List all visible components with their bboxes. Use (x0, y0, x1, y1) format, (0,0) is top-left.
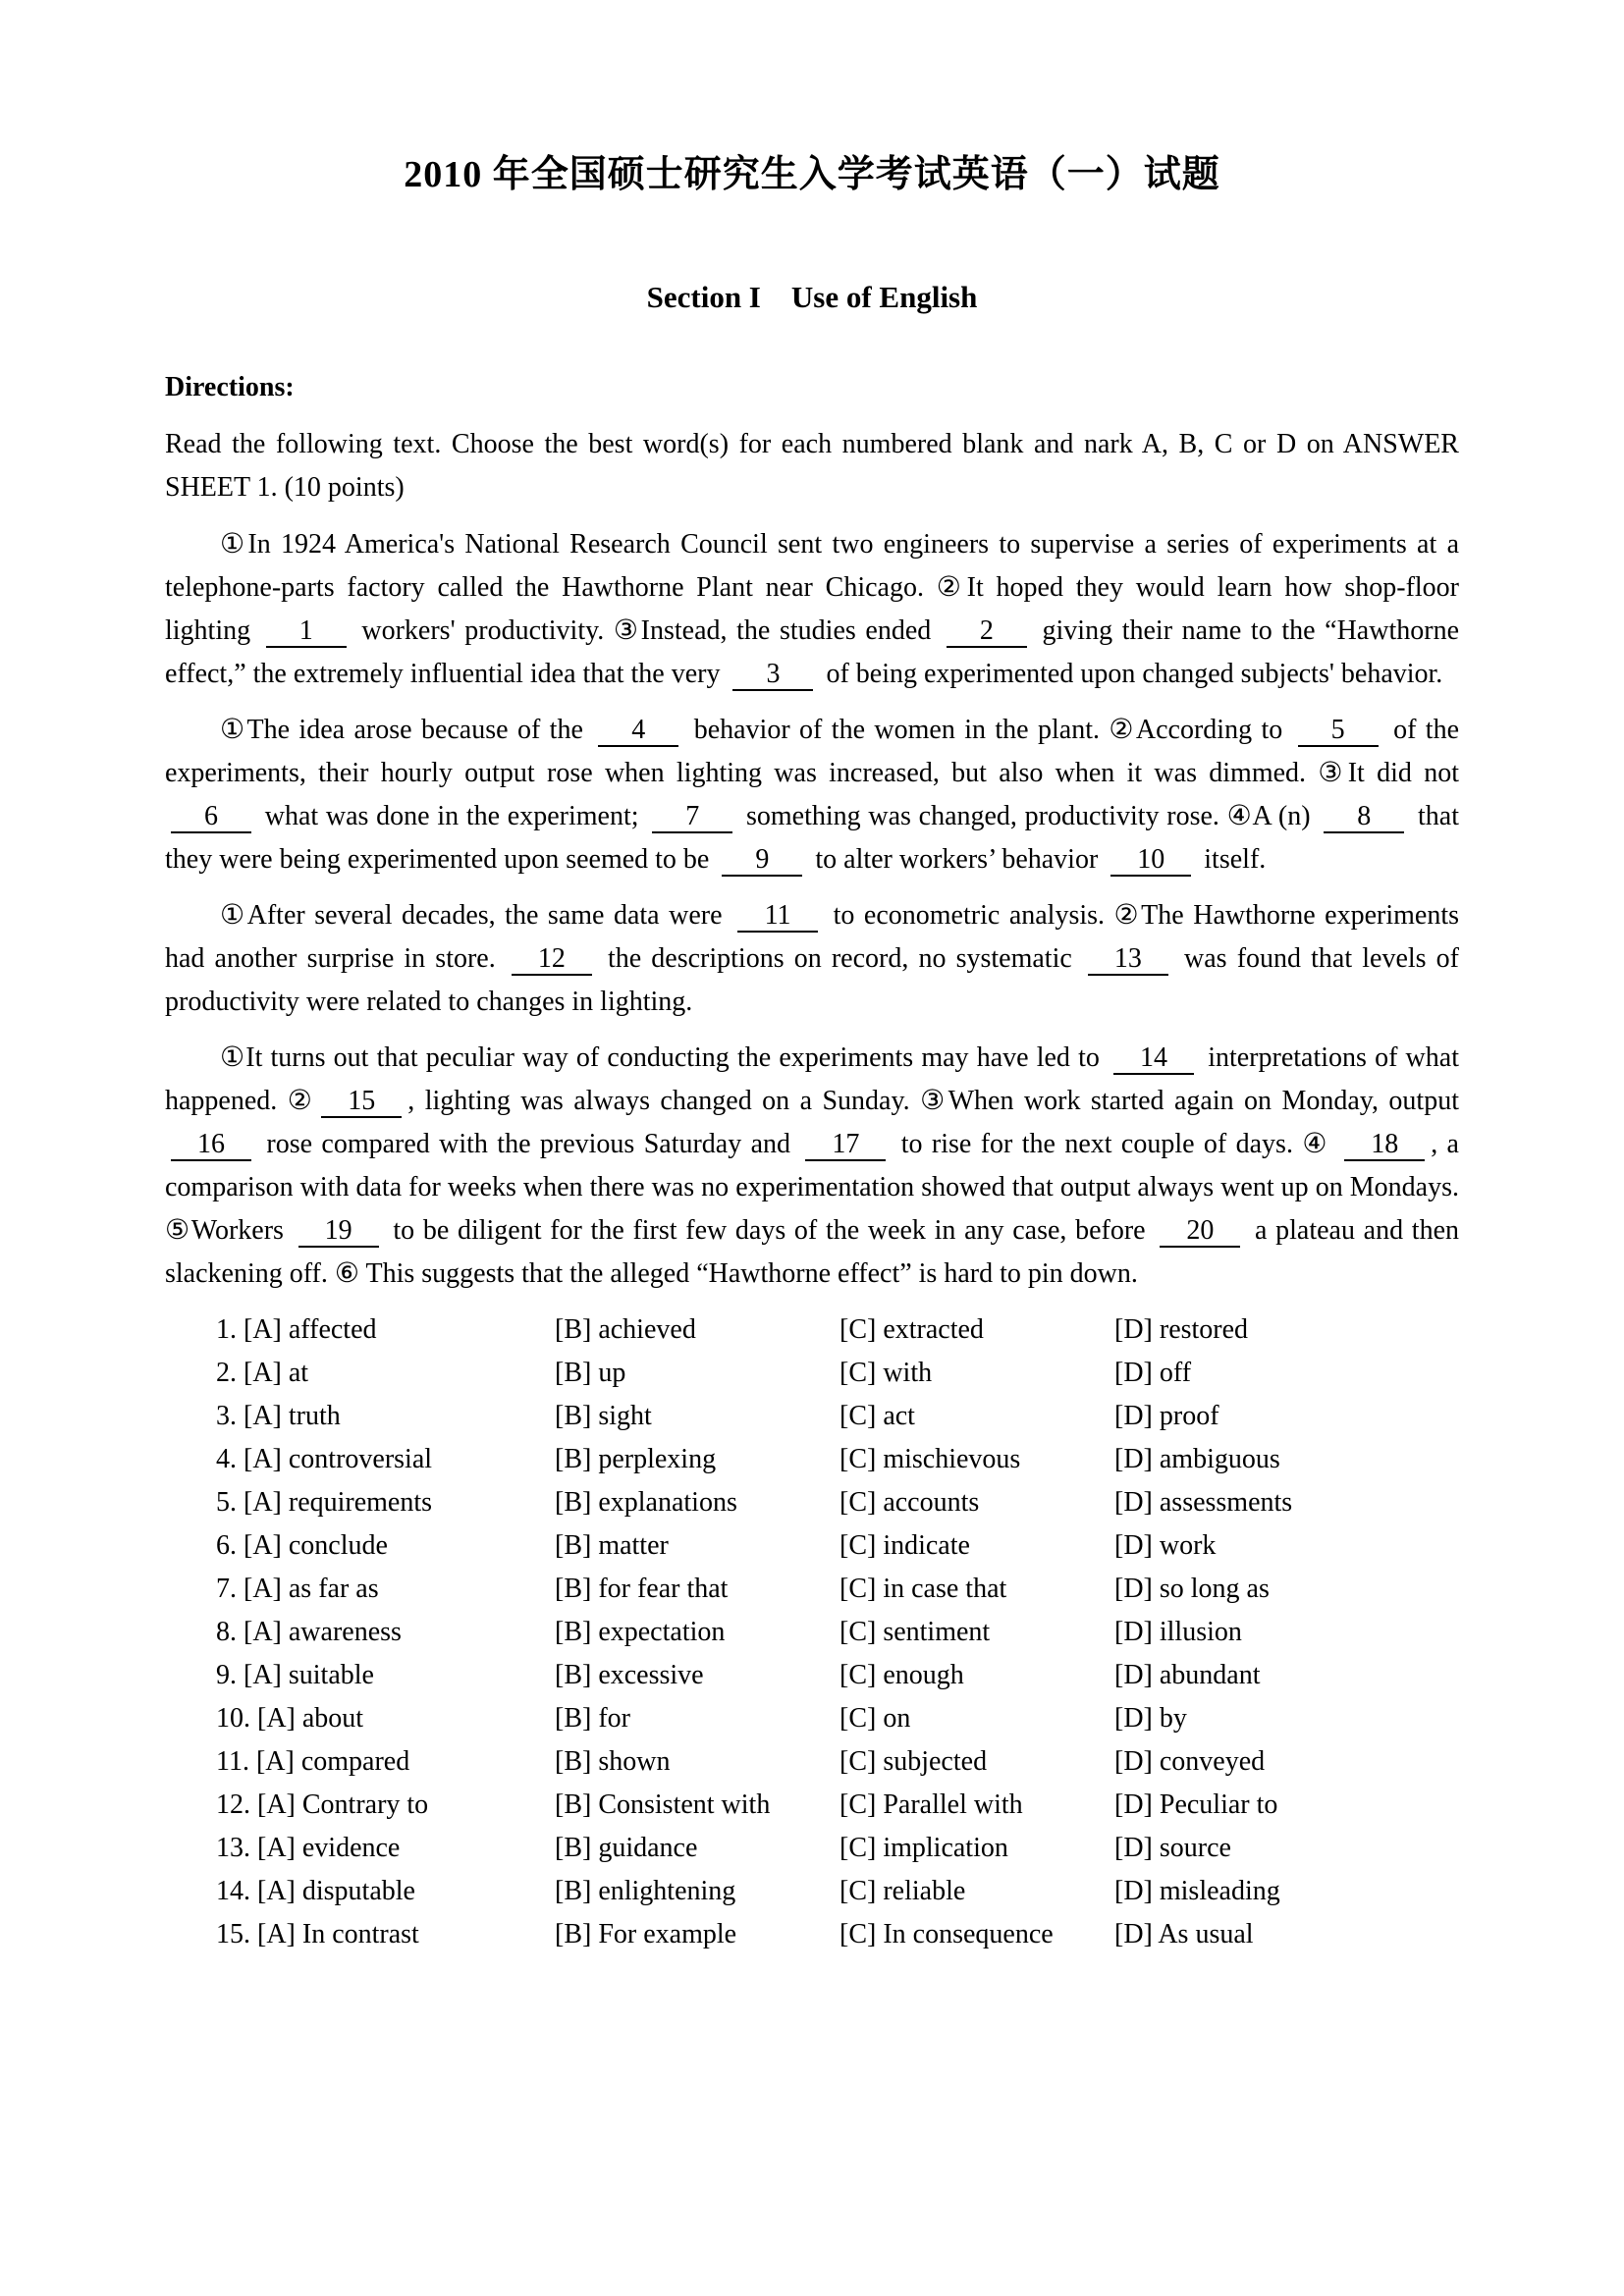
question-5-option-D: [D] assessments (1114, 1487, 1293, 1518)
cloze-blank-4: 4 (598, 716, 678, 747)
question-10-option-C: [C] on (839, 1703, 911, 1734)
question-3-option-C: [C] act (839, 1401, 915, 1431)
passage-paragraph-3: ①After several decades, the same data were 11 to econometric analysis. ②The Hawthorne experiments had another surprise in store. 12 the descriptions on record, no systematic 13 was found that levels of productivity were related to changes in lighting. (165, 900, 1460, 1017)
question-13-option-D: [D] source (1114, 1833, 1231, 1863)
question-14-option-D: [D] misleading (1114, 1876, 1280, 1906)
cloze-blank-15: 15 (321, 1087, 402, 1118)
question-10-option-D: [D] by (1114, 1703, 1187, 1734)
question-15-option-A: 15. [A] In contrast (216, 1919, 419, 1949)
question-11-option-C: [C] subjected (839, 1746, 988, 1777)
question-4-option-B: [B] perplexing (555, 1444, 717, 1474)
options-grid (216, 1308, 1459, 1956)
question-14-option-B: [B] enlightening (555, 1876, 736, 1906)
question-9-option-D: [D] abundant (1114, 1660, 1261, 1690)
question-12-option-D: [D] Peculiar to (1114, 1789, 1278, 1820)
question-6-option-A: 6. [A] conclude (216, 1530, 388, 1561)
question-7-option-D: [D] so long as (1114, 1574, 1270, 1604)
question-2-option-A: 2. [A] at (216, 1358, 309, 1388)
question-12-option-B: [B] Consistent with (555, 1789, 771, 1820)
question-8-option-A: 8. [A] awareness (216, 1617, 402, 1647)
passage-paragraph-2: ①The idea arose because of the 4 behavior of the women in the plant. ②According to 5 of the experiments, their hourly output rose when lighting was increased, but also when it was dimmed. ③It did not 6 what was done in the experiment; 7 something was changed, productivity rose. ④A (n) 8 that they were being experimented upon seemed to be 9 to alter workers’ behavior 10 itself. (165, 715, 1460, 875)
cloze-blank-18: 18 (1344, 1130, 1425, 1161)
question-13-option-C: [C] implication (839, 1833, 1008, 1863)
question-3-option-D: [D] proof (1114, 1401, 1219, 1431)
question-4-option-A: 4. [A] controversial (216, 1444, 433, 1474)
question-5-option-C: [C] accounts (839, 1487, 980, 1518)
question-8-option-D: [D] illusion (1114, 1617, 1242, 1647)
question-1-option-D: [D] restored (1114, 1314, 1249, 1345)
question-9-option-A: 9. [A] suitable (216, 1660, 374, 1690)
question-12-option-A: 12. [A] Contrary to (216, 1789, 429, 1820)
question-11-option-D: [D] conveyed (1114, 1746, 1266, 1777)
cloze-blank-2: 2 (947, 616, 1027, 648)
question-1-option-C: [C] extracted (839, 1314, 984, 1345)
cloze-blank-16: 16 (171, 1130, 251, 1161)
cloze-passage (165, 523, 1459, 1296)
cloze-blank-12: 12 (512, 944, 592, 976)
page-title: 2010 年全国硕士研究生入学考试英语（一）试题 (404, 154, 1220, 195)
question-6-option-C: [C] indicate (839, 1530, 970, 1561)
question-5-option-A: 5. [A] requirements (216, 1487, 433, 1518)
question-3-option-B: [B] sight (555, 1401, 652, 1431)
cloze-blank-14: 14 (1113, 1043, 1194, 1075)
question-4-option-C: [C] mischievous (839, 1444, 1021, 1474)
cloze-blank-7: 7 (652, 802, 732, 833)
question-11-option-B: [B] shown (555, 1746, 671, 1777)
question-8-option-B: [B] expectation (555, 1617, 726, 1647)
question-11-option-A: 11. [A] compared (216, 1746, 410, 1777)
question-9-option-C: [C] enough (839, 1660, 964, 1690)
passage-paragraph-1: ①In 1924 America's National Research Council sent two engineers to supervise a series of experiments at a telephone-parts factory called the Hawthorne Plant near Chicago. ②It hoped they would learn how shop-floor lighting 1 workers' productivity. ③Instead, the studies ended 2 giving their name to the “Hawthorne effect,” the extremely influential idea that the very 3 of being experimented upon changed subjects' behavior. (165, 529, 1459, 689)
page-content (165, 372, 1459, 1956)
directions-label: Directions: (165, 372, 295, 402)
cloze-blank-20: 20 (1160, 1216, 1240, 1248)
question-7-option-B: [B] for fear that (555, 1574, 729, 1604)
cloze-blank-11: 11 (737, 901, 818, 933)
question-6-option-D: [D] work (1114, 1530, 1217, 1561)
question-10-option-A: 10. [A] about (216, 1703, 364, 1734)
passage-paragraph-4: ①It turns out that peculiar way of conducting the experiments may have led to 14 interpretations of what happened. ② 15 , lighting was always changed on a Sunday. ③When work started again on Monday, output 16 rose compared with the previous Saturday and 17 to rise for the next couple of days. ④ 18 , a comparison with data for weeks when there was no experimentation showed that output always went up on Mondays. ⑤Workers 19 to be diligent for the first few days of the week in any case, before 20 a plateau and then slackening off. ⑥ This suggests that the alleged “Hawthorne effect” is hard to pin down. (165, 1042, 1460, 1289)
question-4-option-D: [D] ambiguous (1114, 1444, 1280, 1474)
question-9-option-B: [B] excessive (555, 1660, 704, 1690)
question-14-option-A: 14. [A] disputable (216, 1876, 415, 1906)
question-15-option-C: [C] In consequence (839, 1919, 1054, 1949)
question-13-option-B: [B] guidance (555, 1833, 698, 1863)
cloze-blank-3: 3 (732, 660, 813, 691)
cloze-blank-6: 6 (171, 802, 251, 833)
question-14-option-C: [C] reliable (839, 1876, 966, 1906)
question-2-option-C: [C] with (839, 1358, 933, 1388)
question-3-option-A: 3. [A] truth (216, 1401, 341, 1431)
question-7-option-A: 7. [A] as far as (216, 1574, 379, 1604)
cloze-blank-9: 9 (722, 845, 802, 877)
question-7-option-C: [C] in case that (839, 1574, 1007, 1604)
question-15-option-B: [B] For example (555, 1919, 737, 1949)
cloze-blank-10: 10 (1110, 845, 1191, 877)
question-6-option-B: [B] matter (555, 1530, 669, 1561)
question-2-option-D: [D] off (1114, 1358, 1192, 1388)
question-13-option-A: 13. [A] evidence (216, 1833, 401, 1863)
question-12-option-C: [C] Parallel with (839, 1789, 1023, 1820)
section-heading: Section I Use of English (646, 280, 978, 314)
question-8-option-C: [C] sentiment (839, 1617, 991, 1647)
question-1-option-B: [B] achieved (555, 1314, 696, 1345)
cloze-blank-1: 1 (266, 616, 347, 648)
cloze-blank-8: 8 (1324, 802, 1404, 833)
question-10-option-B: [B] for (555, 1703, 630, 1734)
question-2-option-B: [B] up (555, 1358, 626, 1388)
cloze-blank-17: 17 (805, 1130, 886, 1161)
cloze-blank-13: 13 (1088, 944, 1168, 976)
cloze-blank-19: 19 (298, 1216, 379, 1248)
cloze-blank-5: 5 (1298, 716, 1379, 747)
question-15-option-D: [D] As usual (1114, 1919, 1254, 1949)
directions-text: Read the following text. Choose the best word(s) for each numbered blank and nark A, B, C or D on ANSWER SHEET 1. (10 points) (165, 429, 1459, 503)
question-1-option-A: 1. [A] affected (216, 1314, 377, 1345)
question-5-option-B: [B] explanations (555, 1487, 737, 1518)
